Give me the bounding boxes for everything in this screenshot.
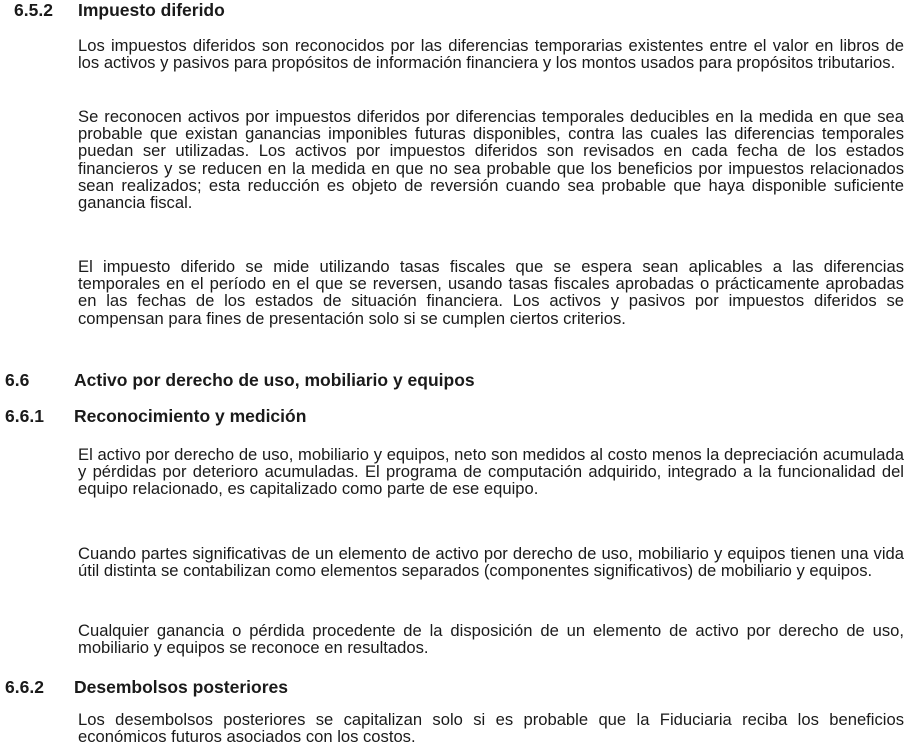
section-title: Reconocimiento y medición (74, 406, 307, 426)
section-title: Desembolsos posteriores (74, 677, 288, 697)
paragraph: Los impuestos diferidos son reconocidos por las diferencias temporarias existentes entre el valor en libros de los activos y pasivos para propósitos de información financiera y los montos usados para propósitos tributarios. (78, 36, 904, 73)
section-number: 6.6.2 (5, 677, 44, 697)
paragraph: Cuando partes significativas de un elemento de activo por derecho de uso, mobiliario y equipos tienen una vida útil distinta se contabilizan como elementos separados (componentes significativos) de mobiliario y equipos. (78, 544, 904, 581)
section-title: Activo por derecho de uso, mobiliario y equipos (74, 370, 475, 390)
paragraph: El activo por derecho de uso, mobiliario y equipos, neto son medidos al costo menos la depreciación acumulada y pérdidas por deterioro acumuladas. El programa de computación adquirido, integrado a la funcionalidad del equipo relacionado, es capitalizado como parte de ese equipo. (78, 445, 904, 499)
paragraph: Los desembolsos posteriores se capitalizan solo si es probable que la Fiduciaria reciba los beneficios económicos futuros asociados con los costos. (78, 710, 904, 747)
section-number: 6.6 (5, 370, 30, 390)
paragraph: El impuesto diferido se mide utilizando tasas fiscales que se espera sean aplicables a las diferencias temporales en el período en el que se reversen, usando tasas fiscales aprobadas o prácticamente aprobadas en las fechas de los estados de situación financiera. Los activos y pasivos por impuestos diferidos se compensan para fines de presentación solo si se cumplen ciertos criterios. (78, 257, 904, 328)
section-title: Impuesto diferido (78, 0, 225, 20)
section-number: 6.5.2 (14, 0, 53, 20)
paragraph: Se reconocen activos por impuestos diferidos por diferencias temporales deducibles en la medida en que sea probable que existan ganancias imponibles futuras disponibles, contra las cuales las diferencias temporales puedan ser utilizadas. Los activos por impuestos diferidos son revisados en cada fecha de los estados financieros y se reducen en la medida en que no sea probable que los beneficios por impuestos relacionados sean realizados; esta reducción es objeto de reversión cuando sea probable que haya disponible suficiente ganancia fiscal. (78, 107, 904, 213)
section-number: 6.6.1 (5, 406, 44, 426)
paragraph: Cualquier ganancia o pérdida procedente de la disposición de un elemento de activo por derecho de uso, mobiliario y equipos se reconoce en resultados. (78, 621, 904, 658)
